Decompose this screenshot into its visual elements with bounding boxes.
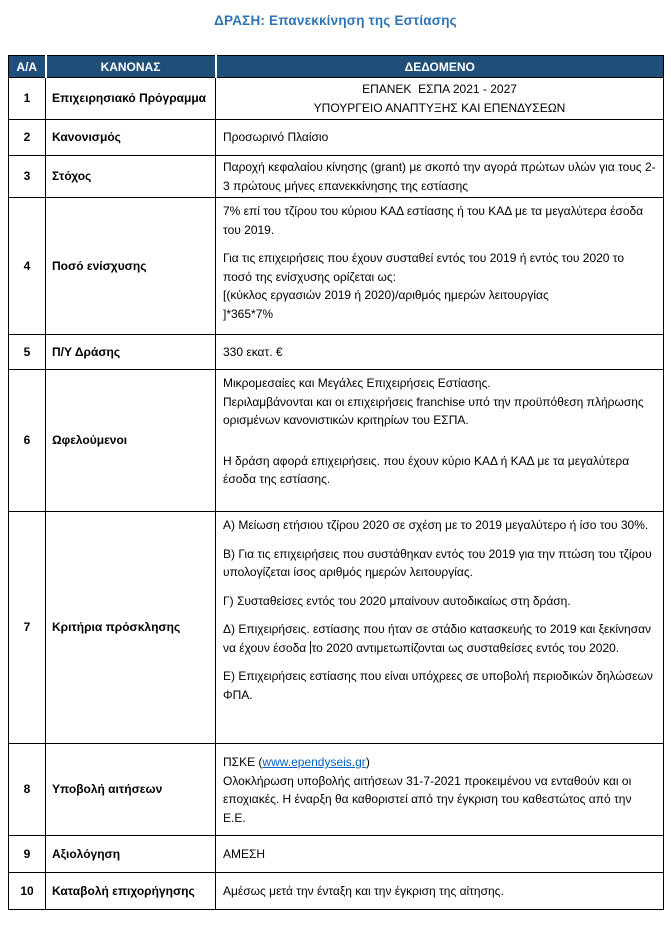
table-row-7 xyxy=(9,512,664,744)
data-paragraph: [(κύκλος εργασιών 2019 ή 2020)/αριθμός ημερών λειτουργίας xyxy=(223,288,549,302)
data-cell: Αμέσως μετά την ένταξη και την έγκριση της αίτησης. xyxy=(216,873,664,910)
rule-label: Υποβολή αιτήσεων xyxy=(46,744,216,836)
data-paragraph xyxy=(223,753,656,772)
row-number: 10 xyxy=(9,873,46,910)
data-cell: Προσωρινό Πλαίσιο xyxy=(216,120,664,156)
rule-label: Κανονισμός xyxy=(46,120,216,156)
table-row-10 xyxy=(9,873,664,910)
data-cell: ΑΜΕΣΗ xyxy=(216,836,664,873)
header-cell-aa: Α/Α xyxy=(9,56,46,78)
table-row-6 xyxy=(9,370,664,512)
paragraph-text: Δ) Επιχειρήσεις. εστίασης που ήταν σε στάδιο κατασκευής το 2019 και ξεκίνησαν να έχουν έσοδα xyxy=(223,622,652,655)
data-paragraph: Η δράση αφορά επιχειρήσεις. που έχουν κύριο ΚΑΔ ή ΚΑΔ με τα μεγαλύτερα έσοδα της εστίασης. xyxy=(223,453,630,486)
data-paragraph: Γ) Συσταθείσες εντός του 2020 μπαίνουν αυτοδικαίως στη δράση. xyxy=(223,593,571,608)
data-paragraph: Μικρομεσαίες και Μεγάλες Επιχειρήσεις Εστίασης. xyxy=(223,376,491,390)
rule-label: Ωφελούμενοι xyxy=(46,370,216,512)
rule-label: Στόχος xyxy=(46,156,216,198)
row-number: 5 xyxy=(9,335,46,370)
rule-label: Επιχειρησιακό Πρόγραμμα xyxy=(46,78,216,120)
row-number: 9 xyxy=(9,836,46,873)
text-cursor-artifact xyxy=(310,641,311,654)
data-paragraph: ]*365*7% xyxy=(223,306,274,321)
page-title: ΔΡΑΣΗ: Επανεκκίνηση της Εστίασης xyxy=(214,13,457,28)
header-cell-dedomeno: ΔΕΔΟΜΕΝΟ xyxy=(216,56,664,78)
row-number: 2 xyxy=(9,120,46,156)
data-paragraph: Β) Για τις επιχειρήσεις που συστάθηκαν εντός του 2019 για την πτώση του τζίρου υπολογίζεται ίσος αριθμός ημερών λειτουργίας. xyxy=(223,546,652,579)
data-paragraph: Ε) Επιχειρήσεις εστίασης που είναι υπόχρεες σε υποβολή περιοδικών δηλώσεων ΦΠΑ. xyxy=(223,669,653,702)
table-row-5 xyxy=(9,335,664,370)
data-line: ΕΠΑΝΕΚ ΕΣΠΑ 2021 - 2027 xyxy=(362,82,517,96)
row-number: 8 xyxy=(9,744,46,836)
info-table xyxy=(8,55,664,910)
table-row-9 xyxy=(9,836,664,873)
data-cell xyxy=(216,512,664,744)
table-header-row xyxy=(9,56,664,78)
data-cell: 330 εκατ. € xyxy=(216,335,664,370)
table-row-8 xyxy=(9,744,664,836)
data-paragraph: Ολοκλήρωση υποβολής αιτήσεων 31-7-2021 προκειμένου να ενταθούν και οι εποχιακές. Η έναρξη θα καθοριστεί από την έγκριση του καθεστώτος από την Ε.Ε. xyxy=(223,773,632,825)
header-cell-kanonas: ΚΑΝΟΝΑΣ xyxy=(46,56,216,78)
rule-label: Κριτήρια πρόσκλησης xyxy=(46,512,216,744)
row-number: 4 xyxy=(9,198,46,335)
data-cell xyxy=(216,78,664,120)
data-line: ΥΠΟΥΡΓΕΙΟ ΑΝΑΠΤΥΞΗΣ ΚΑΙ ΕΠΕΝΔΥΣΕΩΝ xyxy=(313,100,566,115)
link-suffix: ) xyxy=(365,755,370,769)
data-paragraph: Περιλαμβάνονται και οι επιχειρήσεις franchise υπό την προϋπόθεση πλήρωσης ορισμένων κανονιστικών κριτηρίων του ΕΣΠΑ. xyxy=(223,394,644,427)
rule-label: Ποσό ενίσχυσης xyxy=(46,198,216,335)
link-prefix: ΠΣΚΕ ( xyxy=(223,755,263,769)
rule-label: Καταβολή επιχορήγησης xyxy=(46,873,216,910)
row-number: 7 xyxy=(9,512,46,744)
data-cell xyxy=(216,198,664,335)
paragraph-text: το 2020 αντιμετωπίζονται ως συσταθείσες εντός του 2020. xyxy=(311,640,620,655)
data-cell: Παροχή κεφαλαίου κίνησης (grant) με σκοπό την αγορά πρώτων υλών για τους 2-3 πρώτους μήνες επανεκκίνησης της εστίασης xyxy=(216,156,664,198)
row-number: 1 xyxy=(9,78,46,120)
data-cell xyxy=(216,370,664,512)
data-paragraph: 7% επί του τζίρου του κύριου ΚΑΔ εστίασης ή του ΚΑΔ με τα μεγαλύτερα έσοδα του 2019. xyxy=(223,204,644,237)
table-row-1 xyxy=(9,78,664,120)
table-row-2 xyxy=(9,120,664,156)
rule-label: Π/Υ Δράσης xyxy=(46,335,216,370)
data-paragraph: Α) Μείωση ετήσιου τζίρου 2020 σε σχέση με το 2019 μεγαλύτερο ή ίσο του 30%. xyxy=(223,518,649,532)
table-row-4 xyxy=(9,198,664,335)
data-paragraph xyxy=(223,620,656,657)
table-row-3 xyxy=(9,156,664,198)
rule-label: Αξιολόγηση xyxy=(46,836,216,873)
data-paragraph: Για τις επιχειρήσεις που έχουν συσταθεί εντός του 2019 ή εντός του 2020 το ποσό της ενίσχυσης ορίζεται ως: xyxy=(223,251,625,284)
data-cell xyxy=(216,744,664,836)
row-number: 3 xyxy=(9,156,46,198)
row-number: 6 xyxy=(9,370,46,512)
ependyseis-link[interactable]: www.ependyseis.gr xyxy=(262,755,366,769)
